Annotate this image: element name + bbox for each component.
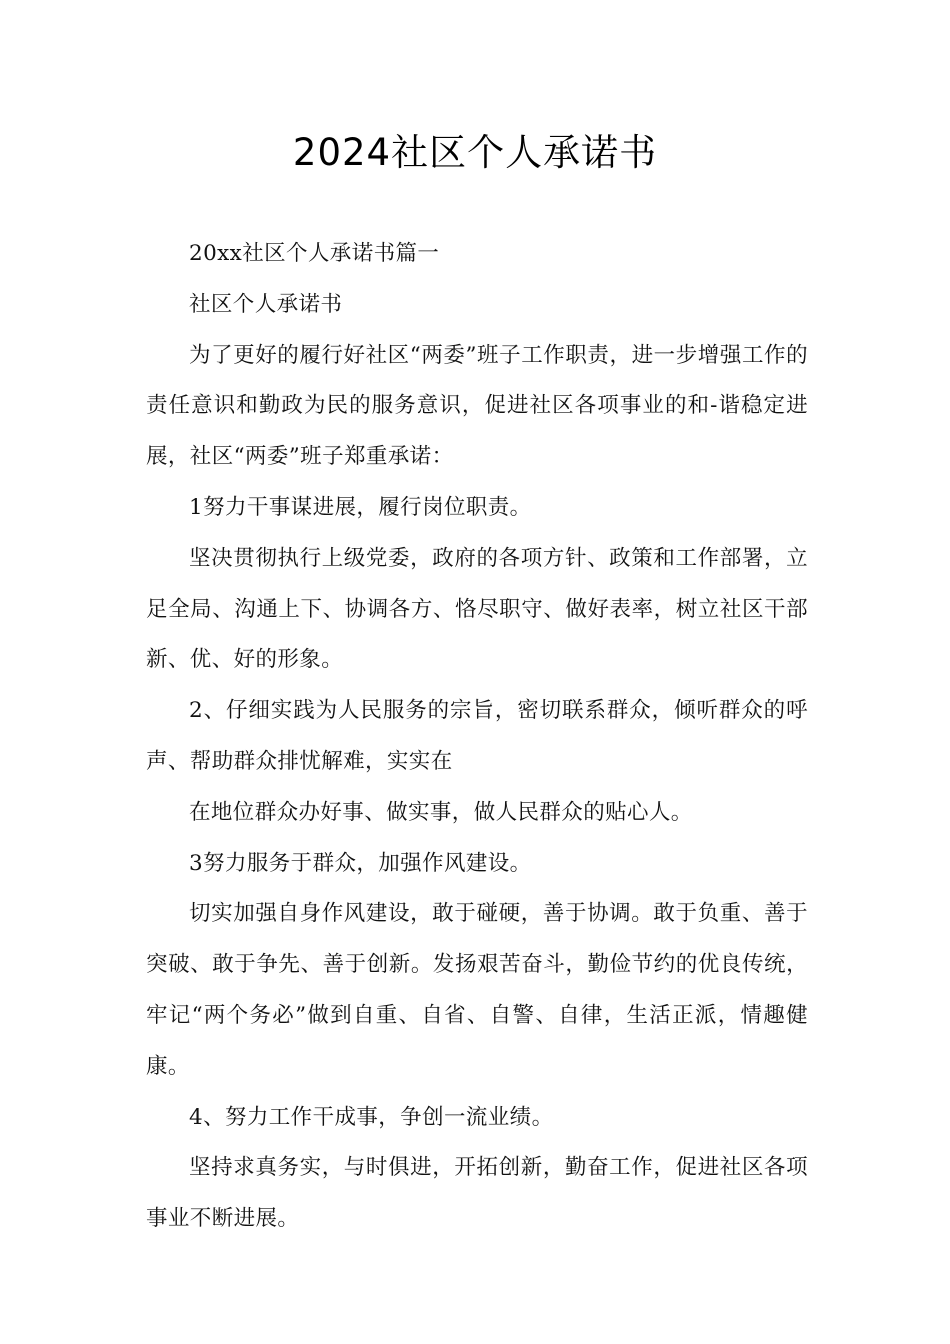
paragraph-item-1-body: 坚决贯彻执行上级党委，政府的各项方针、政策和工作部署，立足全局、沟通上下、协调各方、恪尽职守、做好表率，树立社区干部新、优、好的形象。: [146, 545, 808, 673]
paragraph-item-4-body: 坚持求真务实，与时俱进，开拓创新，勤奋工作，促进社区各项事业不断进展。: [146, 1155, 808, 1232]
paragraph-item-2-continued: 在地位群众办好事、做实事，做人民群众的贴心人。: [189, 799, 693, 825]
paragraph-item-2-body: 2、仔细实践为人民服务的宗旨，密切联系群众，倾听群众的呼声、帮助群众排忧解难，实实在: [146, 698, 808, 774]
paragraph-item-3-heading: 3努力服务于群众，加强作风建设。: [189, 850, 532, 876]
document-body: [146, 229, 808, 1245]
paragraph-item-4-heading: 4、努力工作干成事，争创一流业绩。: [189, 1104, 554, 1130]
paragraph-item-3-body: 切实加强自身作风建设，敢于碰硬，善于协调。敢于负重、善于突破、敢于争先、善于创新。发扬艰苦奋斗，勤俭节约的优良传统，牢记“两个务必”做到自重、自省、自警、自律，生活正派，情趣健康。: [146, 901, 808, 1079]
paragraph-intro: 为了更好的履行好社区“两委”班子工作职责，进一步增强工作的责任意识和勤政为民的服务意识，促进社区各项事业的和-谐稳定进展，社区“两委”班子郑重承诺：: [146, 342, 808, 470]
paragraph-section-heading: 20xx社区个人承诺书篇一: [189, 241, 440, 266]
document-title: 2024社区个人承诺书: [292, 131, 658, 174]
paragraph-item-1-heading: 1努力干事谋进展，履行岗位职责。: [189, 494, 532, 520]
paragraph-subtitle: 社区个人承诺书: [189, 291, 343, 317]
